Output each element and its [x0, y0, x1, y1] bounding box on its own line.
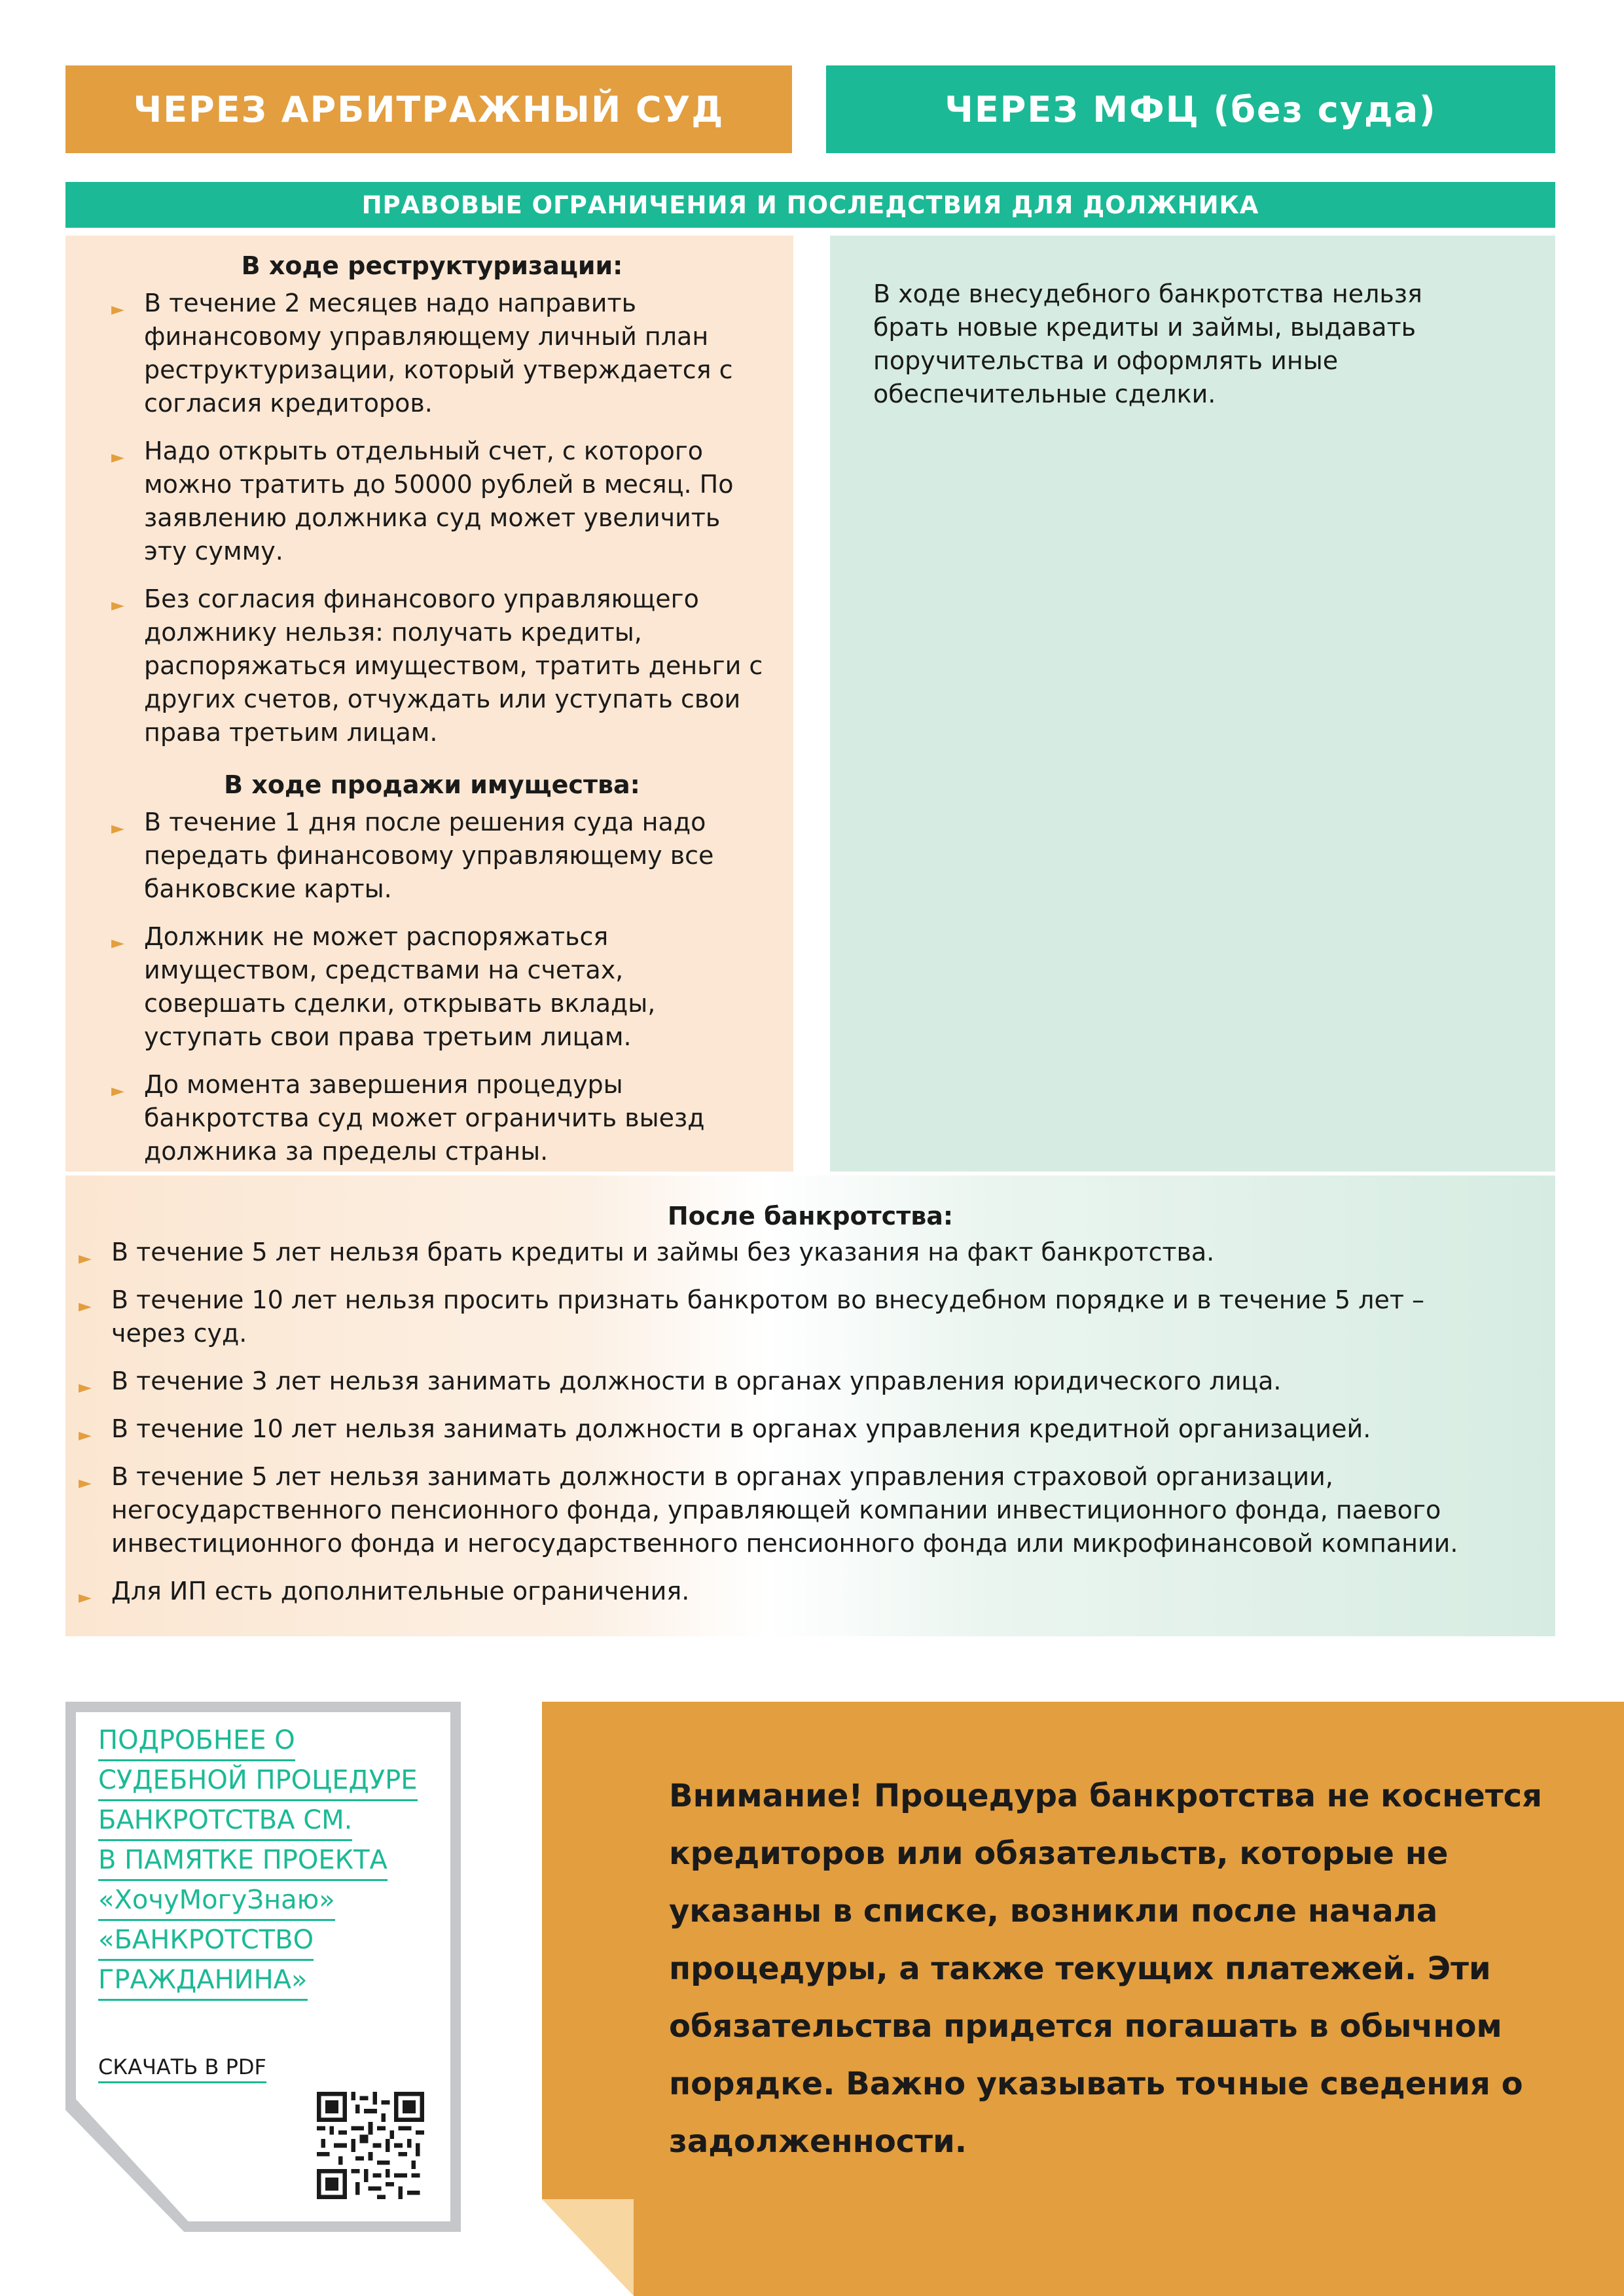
link-line[interactable]: ПОДРОБНЕЕ О — [98, 1721, 295, 1761]
attention-note-bottom — [634, 2199, 1624, 2296]
header-mfc-label: ЧЕРЕЗ МФЦ (без суда) — [945, 88, 1437, 130]
arrow-icon: ► — [79, 1297, 92, 1316]
link-line[interactable]: «БАНКРОТСТВО — [98, 1921, 314, 1961]
header-court — [65, 65, 792, 153]
arrow-icon: ► — [79, 1473, 92, 1493]
court-restrictions-panel — [65, 236, 793, 1172]
arrow-icon: ► — [111, 448, 124, 467]
restructuring-title: В ходе реструктуризации: — [241, 251, 623, 280]
header-court-label: ЧЕРЕЗ АРБИТРАЖНЫЙ СУД — [133, 88, 725, 130]
arrow-icon: ► — [79, 1378, 92, 1397]
arrow-icon: ► — [79, 1588, 92, 1607]
download-pdf-link[interactable]: СКАЧАТЬ В PDF — [98, 2053, 266, 2083]
mfc-restrictions-panel — [830, 236, 1555, 1172]
arrow-icon: ► — [79, 1426, 92, 1445]
sale-title: В ходе продажи имущества: — [224, 770, 640, 799]
sale-list — [98, 806, 766, 1168]
leaflet-link[interactable] — [98, 1721, 439, 2001]
after-bankruptcy-panel — [65, 1175, 1555, 1636]
link-line[interactable]: СУДЕБНОЙ ПРОЦЕДУРЕ — [98, 1761, 418, 1801]
arrow-icon: ► — [111, 1081, 124, 1101]
attention-note-text: Внимание! Процедура банкротства не коснется кредиторов или обязательств, которые не указаны в списке, возникли после начала процедуры, а также текущих платежей. Эти обязательства придется погашать в обычном порядке. Важно указывать точные сведения о задолженности. — [669, 1778, 1542, 2160]
link-line[interactable]: БАНКРОТСТВА СМ. — [98, 1801, 352, 1841]
list-item: ► В течение 5 лет нельзя занимать должности в органах управления страховой организации, негосударственного пенсионного фонда, управляющей компании инвестиционного фонда, паевого инвестиционного фонда и негосударственного пенсионного фонда или микрофинансовой компании. — [79, 1462, 1458, 1558]
list-item: ► Для ИП есть дополнительные ограничения. — [65, 1575, 1496, 1608]
list-item: ► В течение 1 дня после решения суда надо передать финансовому управляющему все банковские карты. — [111, 808, 714, 903]
restructuring-list — [98, 287, 766, 749]
qr-code-icon[interactable] — [317, 2092, 424, 2199]
list-item: ► В течение 5 лет нельзя брать кредиты и займы без указания на факт банкротства. — [65, 1236, 1496, 1269]
list-item: ► Надо открыть отдельный счет, с которого можно тратить до 50000 рублей в месяц. По заявлению должника суд может увеличить эту сумму. — [111, 437, 734, 565]
link-line[interactable]: ГРАЖДАНИНА» — [98, 1961, 308, 2001]
arrow-icon: ► — [111, 819, 124, 838]
mfc-restrictions-text: В ходе внесудебного банкротства нельзя брать новые кредиты и займы, выдавать поручительства и оформлять иные обеспечительные сделки. — [873, 279, 1422, 408]
list-item: ► Должник не может распоряжаться имуществом, средствами на счетах, совершать сделки, открывать вклады, уступать свои права третьим лицам. — [111, 922, 656, 1051]
list-item: ► В течение 10 лет нельзя занимать должности в органах управления кредитной организацией. — [65, 1412, 1496, 1446]
after-list — [65, 1236, 1555, 1608]
arrow-icon: ► — [111, 596, 124, 615]
section-title: ПРАВОВЫЕ ОГРАНИЧЕНИЯ И ПОСЛЕДСТВИЯ ДЛЯ ДОЛЖНИКА — [65, 182, 1555, 232]
list-item: ► В течение 10 лет нельзя просить признать банкротом во внесудебном порядке и в течение 5 лет – через суд. — [79, 1285, 1425, 1348]
link-line[interactable]: «ХочуМогуЗнаю» — [98, 1881, 335, 1921]
arrow-icon: ► — [79, 1249, 92, 1268]
list-item: ► Без согласия финансового управляющего должнику нельзя: получать кредиты, распоряжаться имуществом, тратить деньги с других счетов, отчуждать или уступать свои права третьим лицам. — [111, 584, 763, 747]
list-item: ► В течение 2 месяцев надо направить финансовому управляющему личный план реструктуризации, который утверждается с согласия кредиторов. — [111, 289, 733, 418]
arrow-icon: ► — [111, 300, 124, 319]
list-item: ► До момента завершения процедуры банкротства суд может ограничить выезд должника за пределы страны. — [111, 1070, 705, 1166]
header-mfc — [826, 65, 1555, 153]
link-line[interactable]: В ПАМЯТКЕ ПРОЕКТА — [98, 1841, 388, 1881]
arrow-icon: ► — [111, 933, 124, 953]
page-fold-icon — [542, 2199, 634, 2296]
after-title: После банкротства: — [667, 1202, 954, 1230]
list-item: ► В течение 3 лет нельзя занимать должности в органах управления юридического лица. — [65, 1365, 1496, 1398]
